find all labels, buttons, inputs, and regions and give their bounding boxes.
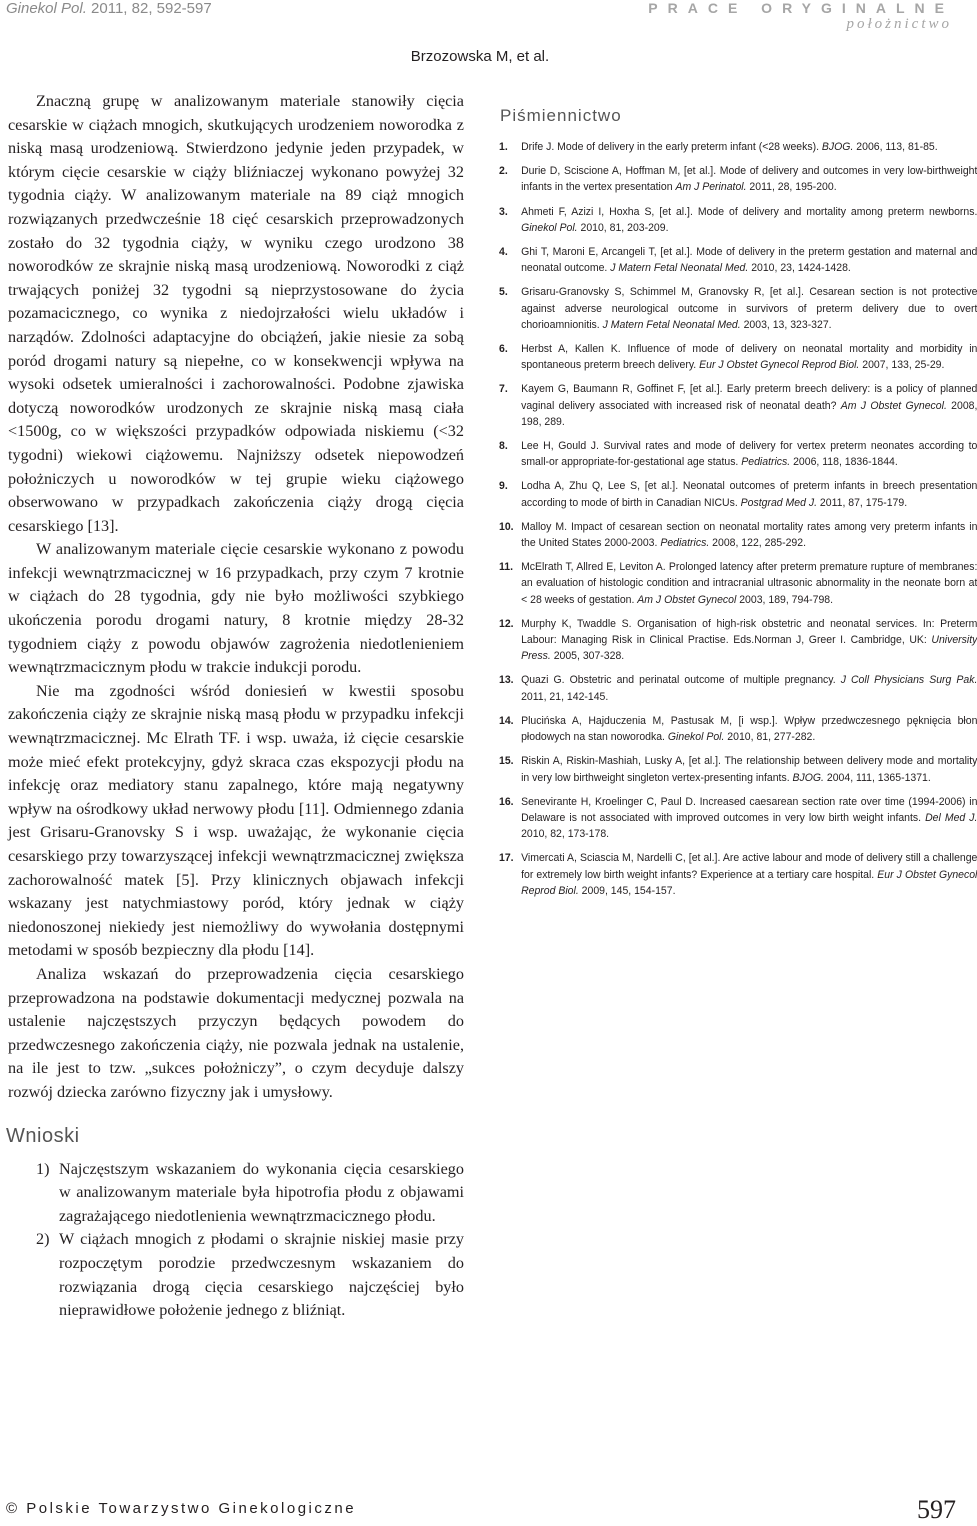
reference-journal: J Coll Physicians Surg Pak. bbox=[840, 674, 977, 687]
reference-journal: BJOG. bbox=[821, 141, 854, 153]
running-authors: Brzozowska M, et al. bbox=[410, 48, 550, 65]
reference-item bbox=[499, 244, 977, 276]
reference-item bbox=[499, 438, 977, 470]
reference-tail: 2005, 307-328. bbox=[550, 650, 625, 663]
reference-text: Lodha A, Zhu Q, Lee S, [et al.]. Neonatal outcomes of preterm infants in breech presentation according to mode of birth in Canadian NICUs. bbox=[521, 480, 977, 509]
reference-tail: 2011, 21, 142-145. bbox=[521, 690, 609, 703]
reference-number: 12. bbox=[499, 617, 514, 630]
reference-journal: Eur J Obstet Gynecol Reprod Biol. bbox=[699, 359, 860, 372]
reference-journal: J Matern Fetal Neonatal Med. bbox=[610, 262, 749, 275]
reference-item bbox=[499, 753, 977, 785]
reference-text: Senevirante H, Kroelinger C, Paul D. Increased caesarean section rate over time (1994-2006) in Delaware is not associated with improved outcomes in very low birth weight infants. bbox=[521, 795, 977, 824]
body-paragraph-3: Nie ma zgodności wśród doniesień w kwestii sposobu zakończenia ciąży ze skrajnie niską masą płodu w przypadku infekcji wewnątrzmacicznej. Mc Elrath TF. i wsp. uważa, iż cięcie cesarskie może mieć efekt protekcyjny, gdyż skraca czas ekspozycji płodu na infekcję oraz mediatory stanu zapalnego, które mają negatywny wpływ na ośrodkowy układ nerwowy płodu [11]. Odmiennego zdania jest Grisaru-Granovsky S i wsp. uważając, że wykonanie cięcia cesarskiego przy towarzyszącej infekcji wewnątrzmacicznej zwiększa zachorowalność matek [5]. Przy klinicznych objawach infekcji wskazany jest natychmiastowy poród, który jednak w ciąży niedonoszonej niekiedy jest niemożliwy do wywołania dostępnymi metodami w sposób bezpieczny dla płodu [14]. bbox=[8, 681, 464, 960]
reference-journal: Ginekol Pol. bbox=[667, 731, 725, 744]
reference-item bbox=[499, 850, 977, 899]
reference-tail: 2010, 81, 203-209. bbox=[577, 221, 669, 234]
page-number: 597 bbox=[917, 1495, 956, 1524]
reference-journal: Del Med J. bbox=[925, 811, 977, 824]
reference-journal: Pediatrics. bbox=[741, 456, 791, 469]
article-type: PRACE ORYGINALNE bbox=[648, 0, 954, 16]
right-column bbox=[499, 106, 977, 907]
reference-text: Vimercati A, Sciascia M, Nardelli C, [et al.]. Are active labour and mode of delivery still a challenge for extremely low birth weight infants? Experience at a tertiary care hospital. bbox=[521, 852, 977, 881]
reference-number: 7. bbox=[499, 383, 508, 396]
reference-item bbox=[499, 519, 977, 551]
reference-number: 4. bbox=[499, 246, 508, 259]
reference-number: 6. bbox=[499, 343, 508, 356]
reference-tail: 2006, 113, 81-85. bbox=[853, 141, 938, 153]
reference-number: 3. bbox=[499, 205, 508, 218]
reference-text: Riskin A, Riskin-Mashiah, Lusky A, [et al.]. The relationship between delivery mode and mortality in very low birthweight singleton vertex-presenting infants. bbox=[521, 755, 977, 784]
left-column bbox=[8, 90, 464, 1323]
reference-journal: University Press. bbox=[521, 634, 977, 663]
reference-number: 8. bbox=[499, 440, 508, 453]
reference-tail: 2011, 28, 195-200. bbox=[746, 181, 837, 194]
reference-text: Drife J. Mode of delivery in the early preterm infant (<28 weeks). bbox=[521, 141, 822, 153]
reference-tail: 2008, 198, 289. bbox=[521, 399, 977, 428]
body-paragraph-2: W analizowanym materiale cięcie cesarskie wykonano z powodu infekcji wewnątrzmacicznej w 16 przypadkach, przy czym 7 krotnie w ciążach do 28 tygodnia, gdy nie było możliwości szybkiego ukończenia porodu drogami natury, 8 krotnie między 28-32 tygodniem ciąży z powodu objawów zagrożenia niedotlenieniem wewnątrzmacicznym płodu w trakcie indukcji porodu. bbox=[8, 540, 464, 677]
reference-number: 10. bbox=[499, 520, 514, 533]
reference-number: 9. bbox=[499, 480, 508, 493]
reference-item bbox=[499, 478, 977, 510]
reference-item bbox=[499, 204, 977, 236]
reference-item bbox=[499, 616, 977, 665]
reference-journal: Pediatrics. bbox=[660, 537, 710, 550]
reference-journal: J Matern Fetal Neonatal Med. bbox=[602, 318, 741, 331]
reference-tail: 2006, 118, 1836-1844. bbox=[790, 456, 898, 469]
journal-name: Ginekol Pol. bbox=[6, 0, 87, 17]
reference-item bbox=[499, 163, 977, 195]
conclusions-list bbox=[8, 1158, 464, 1323]
reference-number: 11. bbox=[499, 561, 514, 574]
reference-journal: Am J Obstet Gynecol bbox=[637, 593, 737, 606]
reference-text: McElrath T, Allred E, Leviton A. Prolonged latency after preterm premature rupture of membranes: an evaluation of histologic condition and intracranial ultrasonic abnormality in the neonate born at < 28 weeks of gestation. bbox=[521, 561, 977, 606]
reference-text: Herbst A, Kallen K. Influence of mode of delivery on neonatal mortality and morbidity in spontaneous preterm breech delivery. bbox=[521, 343, 977, 372]
reference-tail: 2010, 81, 277-282. bbox=[724, 731, 816, 744]
reference-journal: Postgrad Med J. bbox=[740, 496, 818, 509]
conclusion-text: Najczęstszym wskazaniem do wykonania cięcia cesarskiego w analizowanym materiale była hipotrofia płodu z objawami zagrażającego niedotlenienia wewnątrzmacicznego płodu. bbox=[59, 1159, 464, 1225]
body-paragraph-1: Znaczną grupę w analizowanym materiale stanowiły cięcia cesarskie w ciążach mnogich, skutkujących urodzeniem noworodka z niską masą urodzeniową. Stwierdzono jedynie jeden przypadek, w którym cięcie cesarskie w ciąży bliźniaczej wykonano powyżej 32 tygodnia ciąży. W analizowanym materiale na 89 ciąż mnogich rozwiązanych przedwcześnie 18 cięć cesarskich przeprowadzonych zostało do 32 tygodnia ciąży, w wyniku czego urodzono 38 noworodków ze skrajnie niską masą urodzeniową. Noworodki z ciąż trwających poniżej 32 tygodni są nieprzystosowane do życia pozamacicznego, co wynika z niedojrzałości wielu układów i narządów. Zdolności adaptacyjne do obciążeń, jakie niesie za sobą poród drogami natury są niepełne, co w konsekwencji wpływa na wysoki odsetek umieralności i zachorowalności. Podobne zjawiska dotyczą noworodków urodzonych ze skrajnie niską masą ciała <1500g, co w większości przypadków odpowiada niskiemu (<32 tygodni) wiekowi ciążowemu. Najniższy odsetek niepowodzeń położniczych u noworodków w tej grupie wieku ciążowego obserwowano w przypadkach zakończenia ciąży drogą cięcia cesarskiego [13]. bbox=[8, 92, 464, 535]
body-paragraph-4: Analiza wskazań do przeprowadzenia cięcia cesarskiego przeprowadzona na podstawie dokumentacji medycznej pozwala na ustalenie najczęstszych przyczyn będących powodem do przedwczesnego zakończenia ciąży, nie pozwala jednak na ustalenie, na ile jest to tzw. „sukces położniczy”, o czym decyduje dalszy rozwój dziecka zarówno fizyczny jak i umysłowy. bbox=[8, 964, 464, 1101]
reference-number: 1. bbox=[499, 141, 508, 153]
reference-item bbox=[499, 341, 977, 373]
reference-text: Quazi G. Obstetric and perinatal outcome of multiple pregnancy. bbox=[521, 674, 841, 687]
reference-tail: 2010, 82, 173-178. bbox=[521, 828, 610, 841]
conclusion-number: 2) bbox=[36, 1230, 50, 1249]
reference-text: Grisaru-Granovsky S, Schimmel M, Granovsky R, [et al.]. Cesarean section is not protective against adverse neurological outcome in survivors of preterm delivery due to overt chorioamnionitis. bbox=[521, 286, 977, 331]
references-heading: Piśmiennictwo bbox=[500, 106, 622, 125]
reference-item bbox=[499, 672, 977, 704]
reference-tail: 2003, 189, 794-798. bbox=[736, 593, 834, 606]
reference-text: Durie D, Sciscione A, Hoffman M, [et al.]. Mode of delivery and outcomes in very low-birthweight infants in the vertex presentation bbox=[521, 165, 977, 194]
reference-number: 2. bbox=[499, 165, 508, 178]
reference-tail: 2011, 87, 175-179. bbox=[817, 496, 908, 509]
reference-item bbox=[499, 381, 977, 430]
conclusion-item bbox=[8, 1228, 464, 1322]
conclusions-heading: Wnioski bbox=[6, 1124, 80, 1147]
reference-text: Kayem G, Baumann R, Goffinet F, [et al.]. Early preterm breech delivery: is a policy of planned vaginal delivery associated with increased risk of neonatal death? bbox=[521, 383, 977, 412]
reference-tail: 2008, 122, 285-292. bbox=[709, 537, 806, 550]
publisher-footer: © Polskie Towarzystwo Ginekologiczne bbox=[6, 1500, 357, 1517]
reference-item bbox=[499, 559, 977, 608]
reference-item bbox=[499, 139, 977, 155]
reference-tail: 2007, 133, 25-29. bbox=[859, 359, 945, 372]
body-text bbox=[8, 90, 464, 1105]
reference-tail: 2004, 111, 1365-1371. bbox=[823, 771, 931, 784]
reference-number: 15. bbox=[499, 755, 514, 768]
reference-text: Malloy M. Impact of cesarean section on neonatal mortality rates among very preterm infants in the United States 2000-2003. bbox=[521, 520, 977, 550]
reference-text: Plucińska A, Hajduczenia M, Pastusak M, [i wsp.]. Wpływ przedwczesnego pęknięcia błon płodowych na stan noworodka. bbox=[521, 714, 977, 744]
reference-number: 16. bbox=[499, 795, 514, 808]
reference-number: 13. bbox=[499, 674, 514, 687]
reference-item bbox=[499, 794, 977, 843]
reference-text: Lee H, Gould J. Survival rates and mode of delivery for vertex preterm neonates according to small-or appropriate-for-gestational age status. bbox=[521, 440, 977, 469]
reference-tail: 2010, 23, 1424-1428. bbox=[748, 262, 851, 275]
reference-journal: Am J Perinatol. bbox=[675, 181, 747, 194]
reference-text: Murphy K, Twaddle S. Organisation of high-risk obstetric and neonatal services. In: Preterm Labour: Managing Risk in Clinical Practise. Eds.Norman J, Greer I. Cambridge, UK: bbox=[521, 617, 977, 647]
reference-journal: Ginekol Pol. bbox=[521, 221, 578, 234]
section-name: położnictwo bbox=[846, 16, 952, 32]
reference-number: 17. bbox=[499, 852, 514, 865]
journal-details: 2011, 82, 592-597 bbox=[86, 0, 212, 17]
journal-citation bbox=[6, 0, 212, 17]
reference-tail: 2009, 145, 154-157. bbox=[578, 884, 676, 897]
reference-item bbox=[499, 713, 977, 745]
reference-item bbox=[499, 284, 977, 333]
reference-journal: Am J Obstet Gynecol. bbox=[840, 399, 947, 412]
reference-text: Ahmeti F, Azizi I, Hoxha S, [et al.]. Mode of delivery and mortality among preterm newborns. bbox=[521, 205, 977, 218]
reference-number: 5. bbox=[499, 286, 508, 299]
references-list bbox=[499, 139, 977, 899]
reference-number: 14. bbox=[499, 714, 514, 727]
conclusion-item bbox=[8, 1158, 464, 1229]
conclusion-number: 1) bbox=[36, 1159, 50, 1178]
reference-journal: BJOG. bbox=[792, 771, 824, 784]
reference-text: Ghi T, Maroni E, Arcangeli T, [et al.]. Mode of delivery in the preterm gestation and maternal and neonatal outcome. bbox=[521, 246, 977, 275]
reference-journal: Eur J Obstet Gynecol Reprod Biol. bbox=[521, 868, 977, 897]
reference-tail: 2003, 13, 323-327. bbox=[740, 318, 832, 331]
conclusion-text: W ciążach mnogich z płodami o skrajnie niskiej masie przy rozpoczętym porodzie przedwczesnym wskazaniem do rozwiązania drogą cięcia cesarskiego najczęściej było nieprawidłowe położenie jednego z bliźniąt. bbox=[59, 1230, 464, 1320]
